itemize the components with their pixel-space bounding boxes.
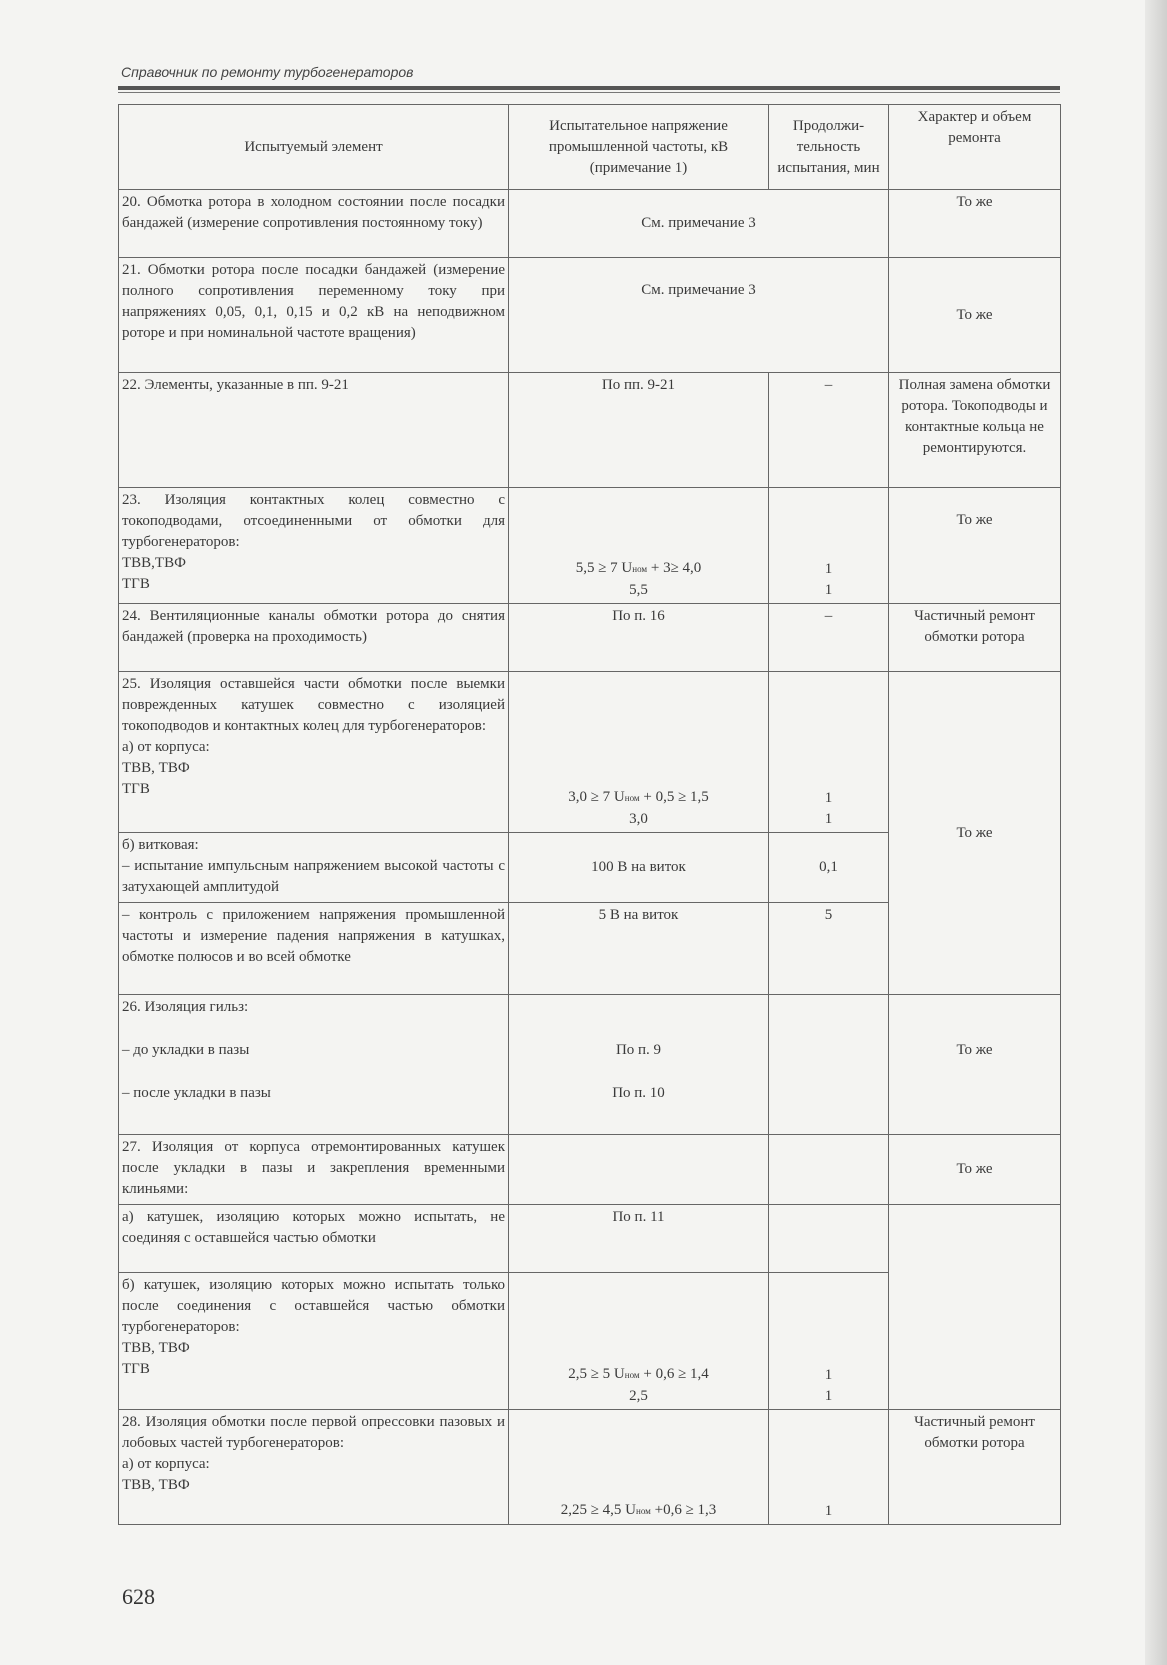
type-label: ТВВ,ТВФ <box>122 555 186 571</box>
cell-repair: То же <box>889 672 1061 995</box>
voltage-formula: 5,5 ≥ 7 Uном + 3≥ 4,0 <box>575 560 702 576</box>
cell-element: – контроль с приложением напряжения промышленной частоты и измерение падения напряжения в катушках, обмотке полюсов и во всей обмотке <box>119 903 509 995</box>
table-row <box>119 373 1061 488</box>
header-rule-thin <box>118 92 1060 93</box>
sub-item: а) от корпуса: <box>122 1456 210 1472</box>
table-row <box>119 258 1061 373</box>
voltage-formula: 2,25 ≥ 4,5 Uном +0,6 ≥ 1,3 <box>560 1502 717 1518</box>
cell-voltage: 5 В на виток <box>509 903 769 995</box>
cell-repair: То же <box>889 995 1061 1135</box>
voltage-value: 3,0 <box>629 811 648 827</box>
cell-repair: То же <box>889 1135 1061 1205</box>
voltage-formula: 3,0 ≥ 7 Uном + 0,5 ≥ 1,5 <box>568 789 709 805</box>
page-number: 628 <box>122 1584 155 1609</box>
duration-value: 1 <box>824 811 833 827</box>
cell-duration: 0,1 <box>769 833 889 903</box>
cell-duration: – <box>769 604 889 672</box>
cell-voltage <box>509 1273 769 1410</box>
sub-item-text: – после укладки в пазы <box>122 1085 271 1101</box>
page-edge-shadow <box>1145 0 1167 1665</box>
type-label: ТГВ <box>122 576 150 592</box>
cell-duration: 1 <box>769 1410 889 1525</box>
cell-repair: Полная замена обмотки ротора. Токоподводы и контактные кольца не ремонтируются. <box>889 373 1061 488</box>
sub-item-text: – испытание импульсным напряжением высокой частоты с затухающей амплитудой <box>122 858 505 895</box>
table-row <box>119 1205 1061 1273</box>
cell-voltage <box>509 995 769 1135</box>
cell-duration <box>769 672 889 833</box>
cell-element <box>119 833 509 903</box>
duration-value: 1 <box>824 1367 833 1383</box>
type-label: ТГВ <box>122 1361 150 1377</box>
cell-voltage: См. примечание 3 <box>509 258 889 373</box>
cell-duration <box>769 995 889 1135</box>
cell-element <box>119 995 509 1135</box>
duration-value: 1 <box>824 561 833 577</box>
duration-value: 1 <box>824 1388 833 1404</box>
cell-voltage: По п. 11 <box>509 1205 769 1273</box>
table-row <box>119 488 1061 604</box>
cell-duration <box>769 1135 889 1205</box>
table-header-row <box>119 105 1061 190</box>
cell-voltage: 100 В на виток <box>509 833 769 903</box>
voltage-value: По п. 10 <box>612 1085 665 1101</box>
running-head: Справочник по ремонту турбогенераторов <box>121 64 414 80</box>
test-table <box>118 104 1061 1525</box>
table-row <box>119 672 1061 833</box>
header-rule <box>118 86 1060 90</box>
cell-voltage: По п. 16 <box>509 604 769 672</box>
table-row <box>119 1135 1061 1205</box>
cell-repair: То же <box>889 258 1061 373</box>
duration-value: 1 <box>824 790 833 806</box>
cell-duration <box>769 1273 889 1410</box>
cell-voltage <box>509 1135 769 1205</box>
cell-voltage: По пп. 9-21 <box>509 373 769 488</box>
voltage-formula: 2,5 ≥ 5 Uном + 0,6 ≥ 1,4 <box>568 1366 709 1382</box>
cell-element <box>119 1273 509 1410</box>
voltage-value: 2,5 <box>629 1388 648 1404</box>
table-row <box>119 190 1061 258</box>
type-label: ТВВ, ТВФ <box>122 760 190 776</box>
col-header-element: Испытуемый элемент <box>119 105 509 190</box>
cell-element: 20. Обмотка ротора в холодном состоянии после посадки бандажей (измерение сопротивления постоянному току) <box>119 190 509 258</box>
cell-voltage: См. примечание 3 <box>509 190 889 258</box>
cell-voltage <box>509 672 769 833</box>
sub-item-text: – до укладки в пазы <box>122 1042 250 1058</box>
voltage-value: 5,5 <box>629 582 648 598</box>
cell-repair <box>889 1205 1061 1410</box>
table-row <box>119 995 1061 1135</box>
cell-repair: То же <box>889 190 1061 258</box>
sub-item: б) витковая: <box>122 837 199 853</box>
element-text: 25. Изоляция оставшейся части обмотки после выемки поврежденных катушек совместно с изоляцией токоподводов и контактных колец для турбогенераторов: <box>122 676 505 734</box>
cell-element: а) катушек, изоляцию которых можно испытать, не соединяя с оставшейся частью обмотки <box>119 1205 509 1273</box>
cell-duration <box>769 488 889 604</box>
cell-voltage <box>509 488 769 604</box>
element-text: 26. Изоляция гильз: <box>122 999 249 1015</box>
cell-duration: – <box>769 373 889 488</box>
cell-repair: То же <box>889 488 1061 604</box>
cell-repair: Частичный ремонт обмотки ротора <box>889 604 1061 672</box>
cell-element <box>119 672 509 833</box>
element-text: 28. Изоляция обмотки после первой опрессовки пазовых и лобовых частей турбогенераторов: <box>122 1414 505 1451</box>
col-header-repair: Характер и объем ремонта <box>889 105 1061 190</box>
element-text: 23. Изоляция контактных колец совместно с токоподводами, отсоединенными от обмотки для турбогенераторов: <box>122 492 505 550</box>
cell-repair: Частичный ремонт обмотки ротора <box>889 1410 1061 1525</box>
col-header-voltage: Испытательное напряжение промышленной частоты, кВ (примечание 1) <box>509 105 769 190</box>
table-row <box>119 604 1061 672</box>
sub-item-text: б) катушек, изоляцию которых можно испытать только после соединения с оставшейся частью обмотки турбогенераторов: <box>122 1277 505 1335</box>
cell-element <box>119 488 509 604</box>
type-label: ТВВ, ТВФ <box>122 1477 190 1493</box>
cell-voltage <box>509 1410 769 1525</box>
type-label: ТГВ <box>122 781 150 797</box>
cell-element <box>119 1410 509 1525</box>
cell-element: 27. Изоляция от корпуса отремонтированных катушек после укладки в пазы и закрепления временными клиньями: <box>119 1135 509 1205</box>
sub-item: а) от корпуса: <box>122 739 210 755</box>
voltage-value: По п. 9 <box>615 1042 662 1058</box>
cell-duration: 5 <box>769 903 889 995</box>
cell-duration <box>769 1205 889 1273</box>
table-row <box>119 1410 1061 1525</box>
cell-element: 22. Элементы, указанные в пп. 9-21 <box>119 373 509 488</box>
col-header-duration: Продолжи-тельность испытания, мин <box>769 105 889 190</box>
cell-element: 21. Обмотки ротора после посадки бандажей (измерение полного сопротивления переменному току при напряжениях 0,05, 0,1, 0,15 и 0,2 кВ на неподвижном роторе и при номинальной частоте вращения) <box>119 258 509 373</box>
duration-value: 1 <box>824 582 833 598</box>
cell-element: 24. Вентиляционные каналы обмотки ротора до снятия бандажей (проверка на проходимость) <box>119 604 509 672</box>
type-label: ТВВ, ТВФ <box>122 1340 190 1356</box>
